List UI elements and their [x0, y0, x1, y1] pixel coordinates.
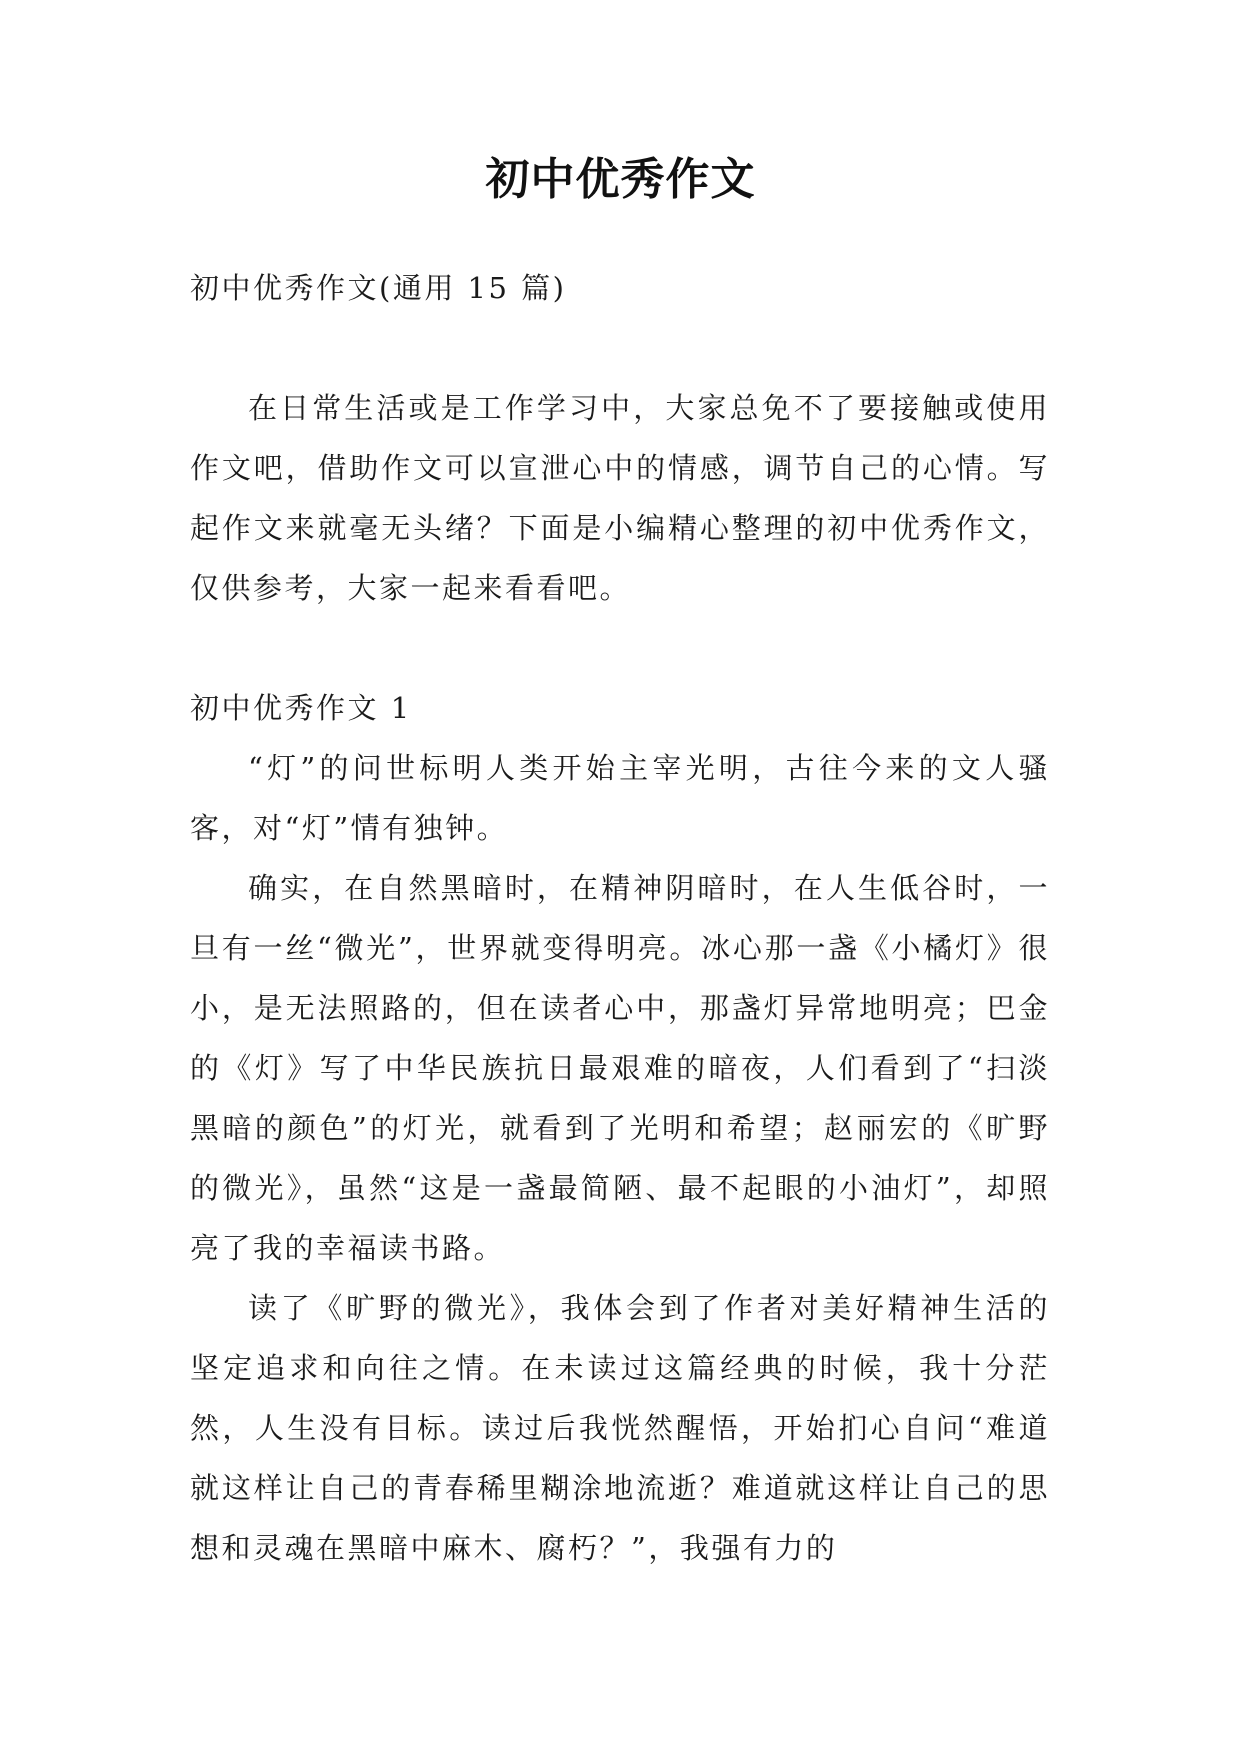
document-subtitle: 初中优秀作文(通用 15 篇) — [190, 271, 567, 305]
spacer — [190, 618, 1050, 678]
body-paragraph-2: 确实，在自然黑暗时，在精神阴暗时，在人生低谷时，一旦有一丝“微光”，世界就变得明亮。冰心那一盏《小橘灯》很小，是无法照路的，但在读者心中，那盏灯异常地明亮；巴金的《灯》写了中华民族抗日最艰难的暗夜，人们看到了“扫淡黑暗的颜色”的灯光，就看到了光明和希望；赵丽宏的《旷野的微光》，虽然“这是一盏最简陋、最不起眼的小油灯”，却照亮了我的幸福读书路。 — [190, 871, 1050, 1265]
body-paragraph-1: “灯”的问世标明人类开始主宰光明，古往今来的文人骚客，对“灯”情有独钟。 — [190, 751, 1050, 845]
document-body — [190, 258, 1050, 1578]
document-title: 初中优秀作文 — [485, 154, 756, 205]
section-heading: 初中优秀作文 1 — [190, 691, 412, 725]
body-paragraph-3: 读了《旷野的微光》，我体会到了作者对美好精神生活的坚定追求和向往之情。在未读过这篇经典的时候，我十分茫然，人生没有目标。读过后我恍然醒悟，开始扪心自问“难道就这样让自己的青春稀里糊涂地流逝？难道就这样让自己的思想和灵魂在黑暗中麻木、腐朽？”，我强有力的 — [190, 1291, 1050, 1565]
intro-paragraph: 在日常生活或是工作学习中，大家总免不了要接触或使用作文吧，借助作文可以宣泄心中的情感，调节自己的心情。写起作文来就毫无头绪？下面是小编精心整理的初中优秀作文，仅供参考，大家一起来看看吧。 — [190, 391, 1050, 605]
spacer — [190, 318, 1050, 378]
